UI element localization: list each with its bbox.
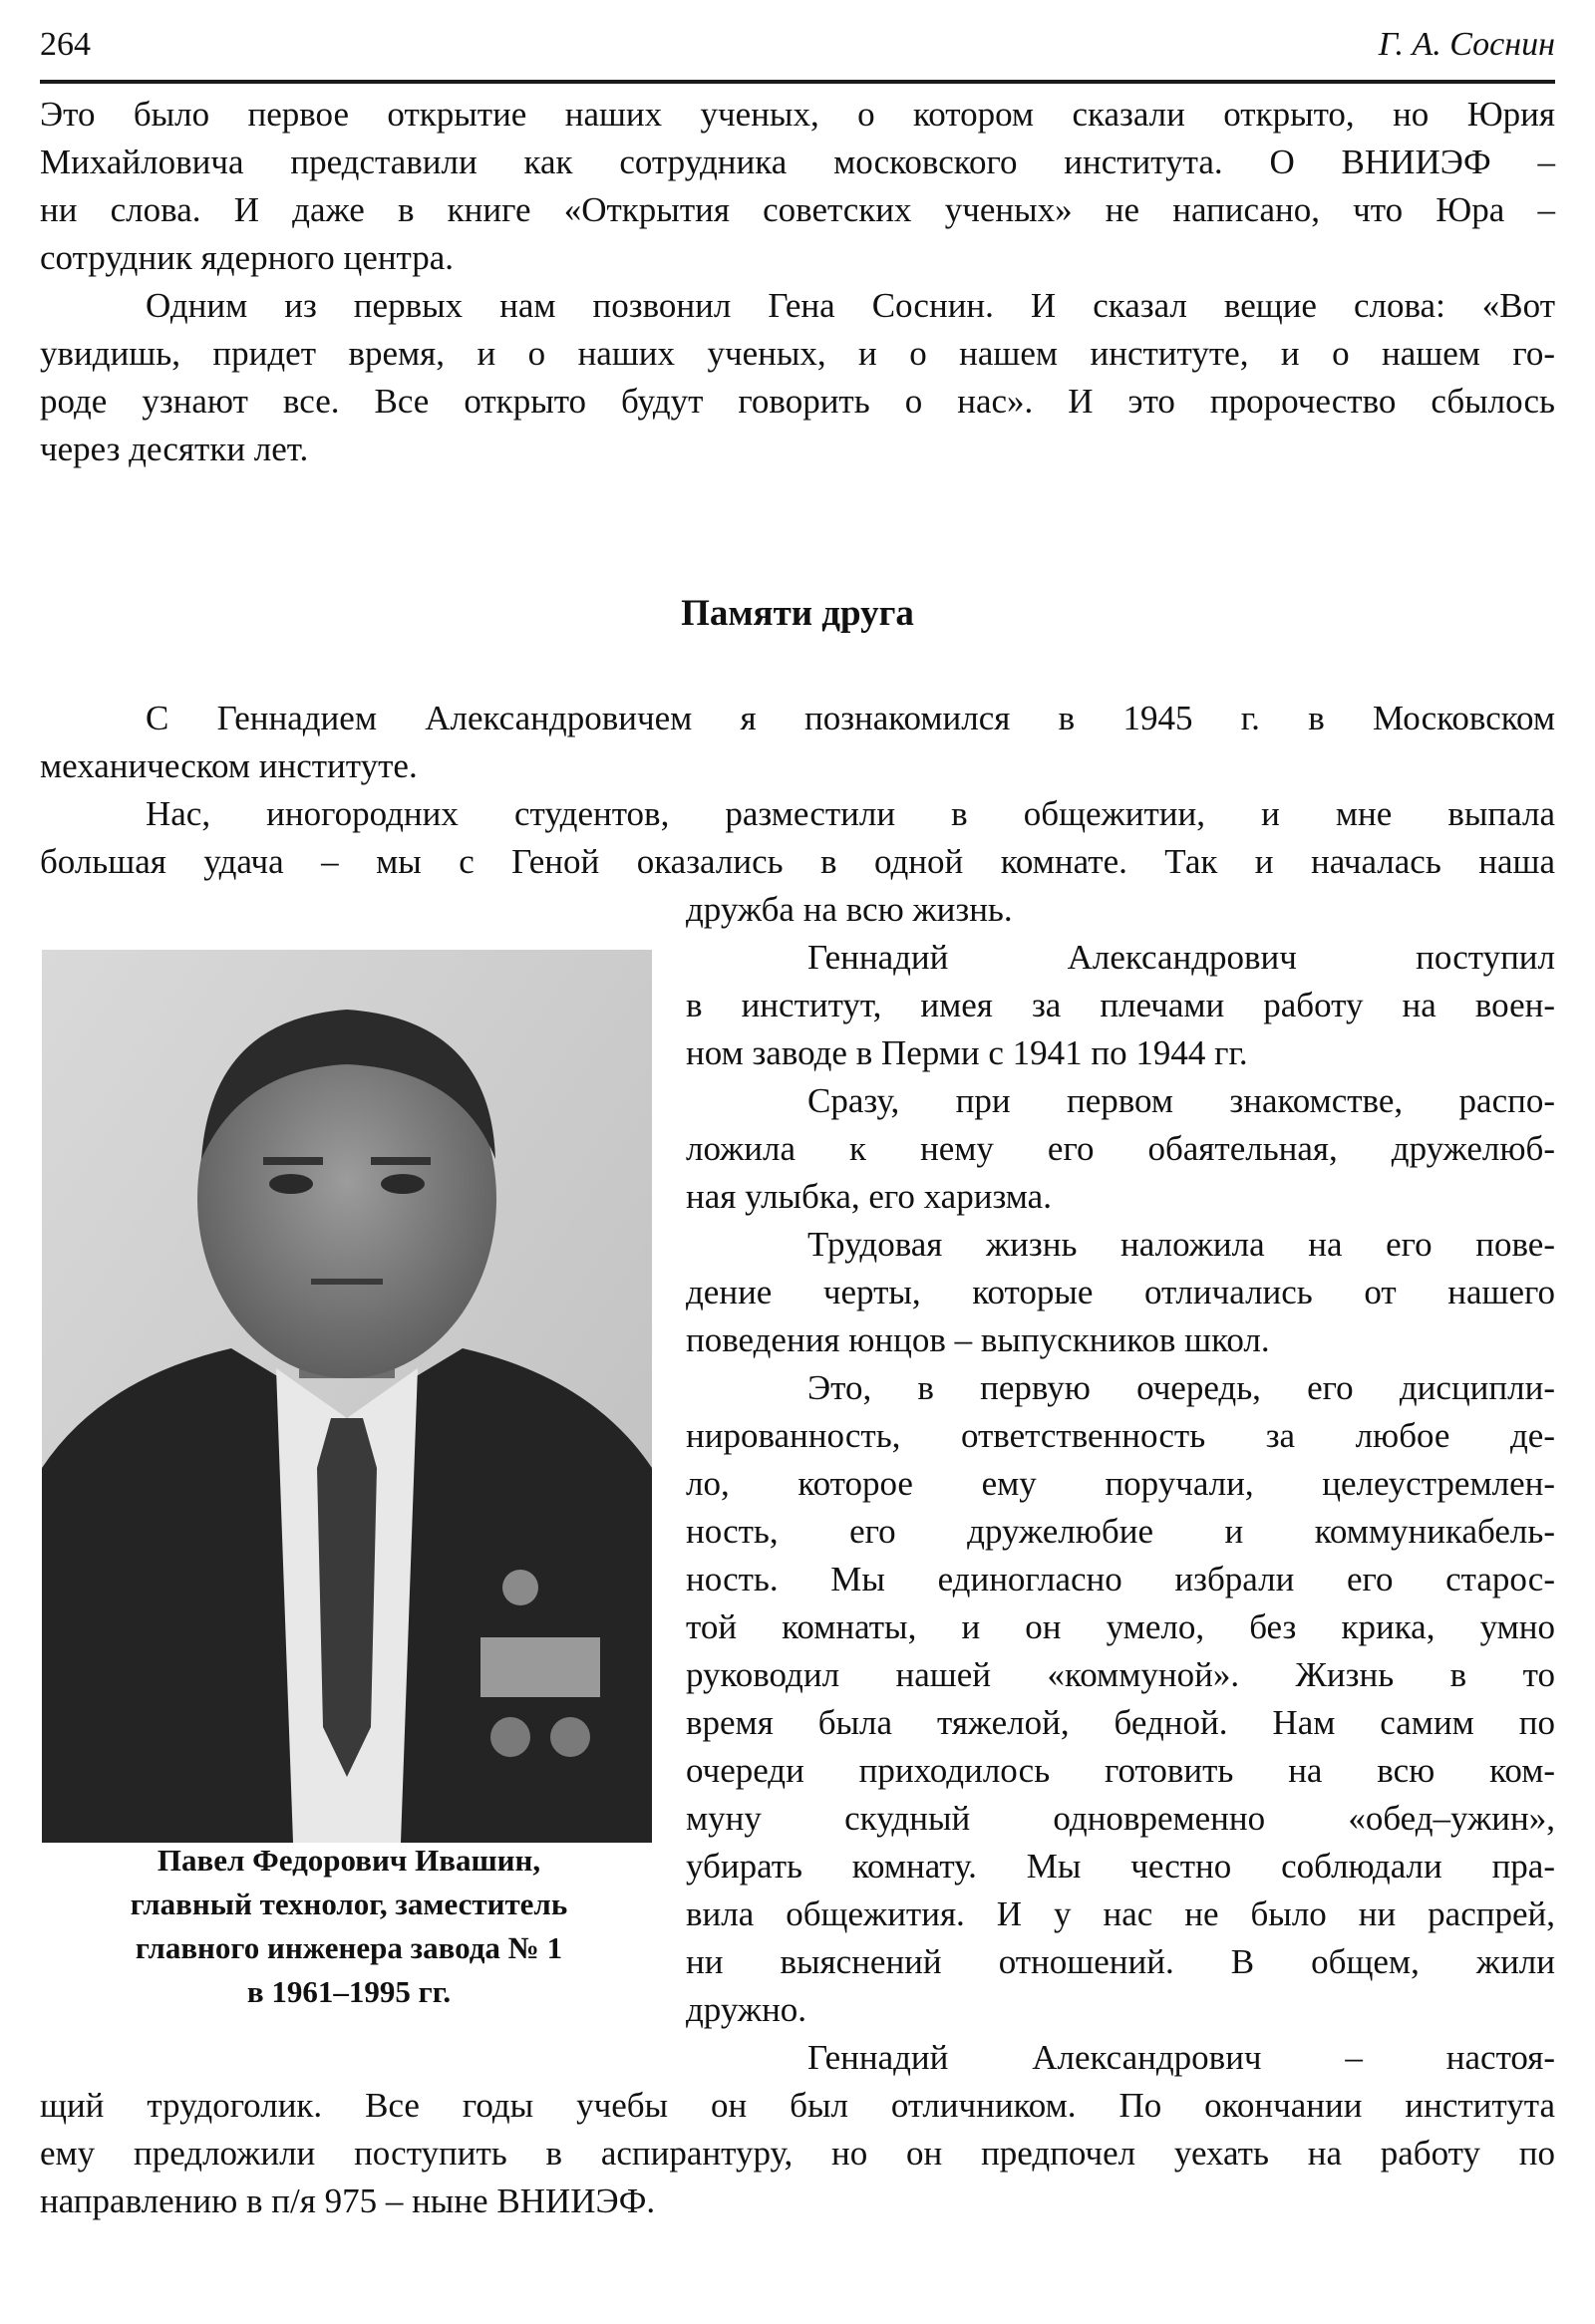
text-line: ло, которое ему поручали, целеустремлен-	[686, 1464, 1555, 1503]
text-line: убирать комнату. Мы честно соблюдали пра-	[686, 1847, 1555, 1886]
text-line: в институт, имея за плечами работу на воен-	[686, 986, 1555, 1024]
text-line: Это было первое открытие наших ученых, о котором сказали открыто, но Юрия	[40, 95, 1555, 134]
text-line: роде узнают все. Все открыто будут говорить о нас». И это пророчество сбылось	[40, 382, 1555, 421]
text-line: руководил нашей «коммуной». Жизнь в то	[686, 1655, 1555, 1694]
text-line: ность, его дружелюбие и коммуникабель-	[686, 1512, 1555, 1551]
text-line: ложила к нему его обаятельная, дружелюб-	[686, 1129, 1555, 1168]
text-line: вила общежития. И у нас не было ни распрей,	[686, 1894, 1555, 1933]
text-line: ни слова. И даже в книге «Открытия советских ученых» не написано, что Юра –	[40, 190, 1555, 229]
text-line: Геннадий Александрович поступил	[807, 938, 1555, 977]
text-line: ность. Мы единогласно избрали его старос-	[686, 1560, 1555, 1598]
text-line: механическом институте.	[40, 746, 418, 785]
page-number: 264	[40, 26, 91, 63]
section-title: Памяти друга	[681, 593, 914, 634]
text-line: дружба на всю жизнь.	[686, 890, 1013, 929]
figure-caption-line: в 1961–1995 гг.	[246, 1974, 452, 2009]
text-line: муну скудный одновременно «обед–ужин»,	[686, 1799, 1555, 1838]
figure-caption-line: главного инженера завода № 1	[135, 1930, 563, 1965]
text-line: сотрудник ядерного центра.	[40, 238, 455, 277]
text-line: время была тяжелой, бедной. Нам самим по	[686, 1703, 1555, 1742]
text-line: очереди приходилось готовить на всю ком-	[686, 1751, 1555, 1790]
header-rule	[40, 80, 1555, 84]
text-line: ни выяснений отношений. В общем, жили	[686, 1942, 1555, 1981]
figure-caption-line: Павел Федорович Ивашин,	[157, 1843, 541, 1878]
text-line: Это, в первую очередь, его дисципли-	[807, 1368, 1555, 1407]
text-line: дение черты, которые отличались от нашего	[686, 1273, 1555, 1311]
text-line: той комнаты, и он умело, без крика, умно	[686, 1607, 1555, 1646]
text-line: щий трудоголик. Все годы учебы он был отличником. По окончании института	[40, 2086, 1555, 2125]
text-line: ему предложили поступить в аспирантуру, но он предпочел уехать на работу по	[40, 2134, 1555, 2173]
text-line: ная улыбка, его харизма.	[686, 1177, 1052, 1216]
text-line: С Геннадием Александровичем я познакомился в 1945 г. в Московском	[146, 699, 1555, 737]
text-line: Михайловича представили как сотрудника московского института. О ВНИИЭФ –	[40, 143, 1555, 181]
text-line: направлению в п/я 975 – ныне ВНИИЭФ.	[40, 2181, 656, 2220]
figure-caption-line: главный технолог, заместитель	[130, 1887, 568, 1921]
text-line: Одним из первых нам позвонил Гена Соснин. И сказал вещие слова: «Вот	[146, 286, 1555, 325]
text-line: увидишь, придет время, и о наших ученых, и о нашем институте, и о нашем го-	[40, 334, 1555, 373]
running-head-author: Г. А. Соснин	[1378, 26, 1555, 63]
text-line: Сразу, при первом знакомстве, распо-	[807, 1081, 1555, 1120]
text-line: поведения юнцов – выпускников школ.	[686, 1320, 1270, 1359]
page-header	[40, 26, 1555, 86]
text-line: ном заводе в Перми с 1941 по 1944 гг.	[686, 1033, 1248, 1072]
text-line: Нас, иногородних студентов, разместили в общежитии, и мне выпала	[146, 794, 1555, 833]
text-line: Геннадий Александрович – настоя-	[807, 2038, 1555, 2077]
text-line: большая удача – мы с Геной оказались в одной комнате. Так и началась наша	[40, 842, 1555, 881]
text-line: дружно.	[686, 1990, 807, 2029]
portrait-photo	[42, 950, 652, 1843]
text-line: Трудовая жизнь наложила на его пове-	[807, 1225, 1555, 1264]
portrait-image	[42, 950, 652, 1843]
text-line: нированность, ответственность за любое де-	[686, 1416, 1555, 1455]
text-line: через десятки лет.	[40, 430, 309, 468]
